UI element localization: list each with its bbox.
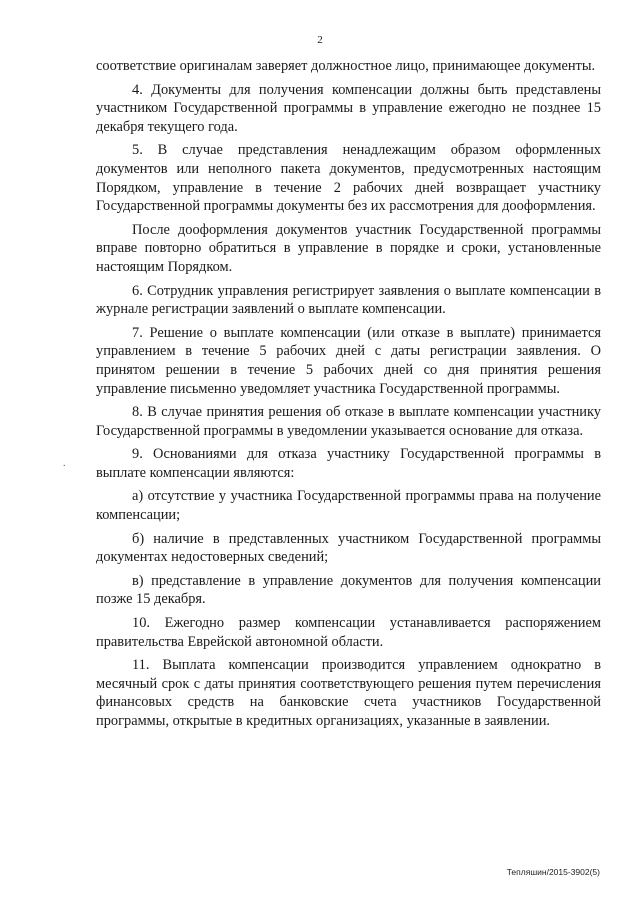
paragraph-10: 10. Ежегодно размер компенсации устанавливается распоряжением правительства Еврейской автономной области. [96,615,601,650]
paragraph-8: 8. В случае принятия решения об отказе в выплате компенсации участнику Государственной программы в уведомлении указывается основание для отказа. [96,404,601,439]
paragraph-9-item-v: в) представление в управление документов для получения компенсации позже 15 декабря. [96,572,601,608]
paragraph-continuation: соответствие оригиналам заверяет должностное лицо, принимающее документы. [96,58,596,74]
paragraph-4: 4. Документы для получения компенсации должны быть представлены участником Государственной программы в управление ежегодно не позднее 15 декабря текущего года. [96,81,601,135]
paragraph-11: 11. Выплата компенсации производится управлением однократно в месячный срок с даты принятия соответствующего решения путем перечисления финансовых средств на банковские счета участников Государственной программы, открытые в кредитных организациях, указанные в заявлении. [96,657,601,729]
document-body [96,57,601,736]
document-code: Тепляшин/2015-3902(5) [506,867,600,877]
paragraph-9-item-b: б) наличие в представленных участником Государственной программы документах недостоверных сведений; [96,530,601,566]
stray-mark: . [63,458,66,469]
page-number: 2 [317,34,323,46]
paragraph-7: 7. Решение о выплате компенсации (или отказе в выплате) принимается управлением в течение 5 рабочих дней с даты регистрации заявления. О принятом решении в течение 5 рабочих дней со дня принятия решения управление письменно уведомляет участника Государственной программы. [96,324,601,397]
paragraph-9: 9. Основаниями для отказа участнику Государственной программы в выплате компенсации являются: [96,446,601,481]
paragraph-9-item-a: а) отсутствие у участника Государственной программы права на получение компенсации; [96,488,601,524]
paragraph-5-addendum: После дооформления документов участник Государственной программы вправе повторно обратиться в управление в порядке и сроки, установленные настоящим Порядком. [96,221,601,275]
paragraph-5: 5. В случае представления ненадлежащим образом оформленных документов или неполного пакета документов, предусмотренных настоящим Порядком, управление в течение 2 рабочих дней возвращает участнику Государственной программы документы без их рассмотрения для дооформления. [96,142,601,215]
paragraph-6: 6. Сотрудник управления регистрирует заявления о выплате компенсации в журнале регистрации заявлений о выплате компенсации. [96,282,601,318]
